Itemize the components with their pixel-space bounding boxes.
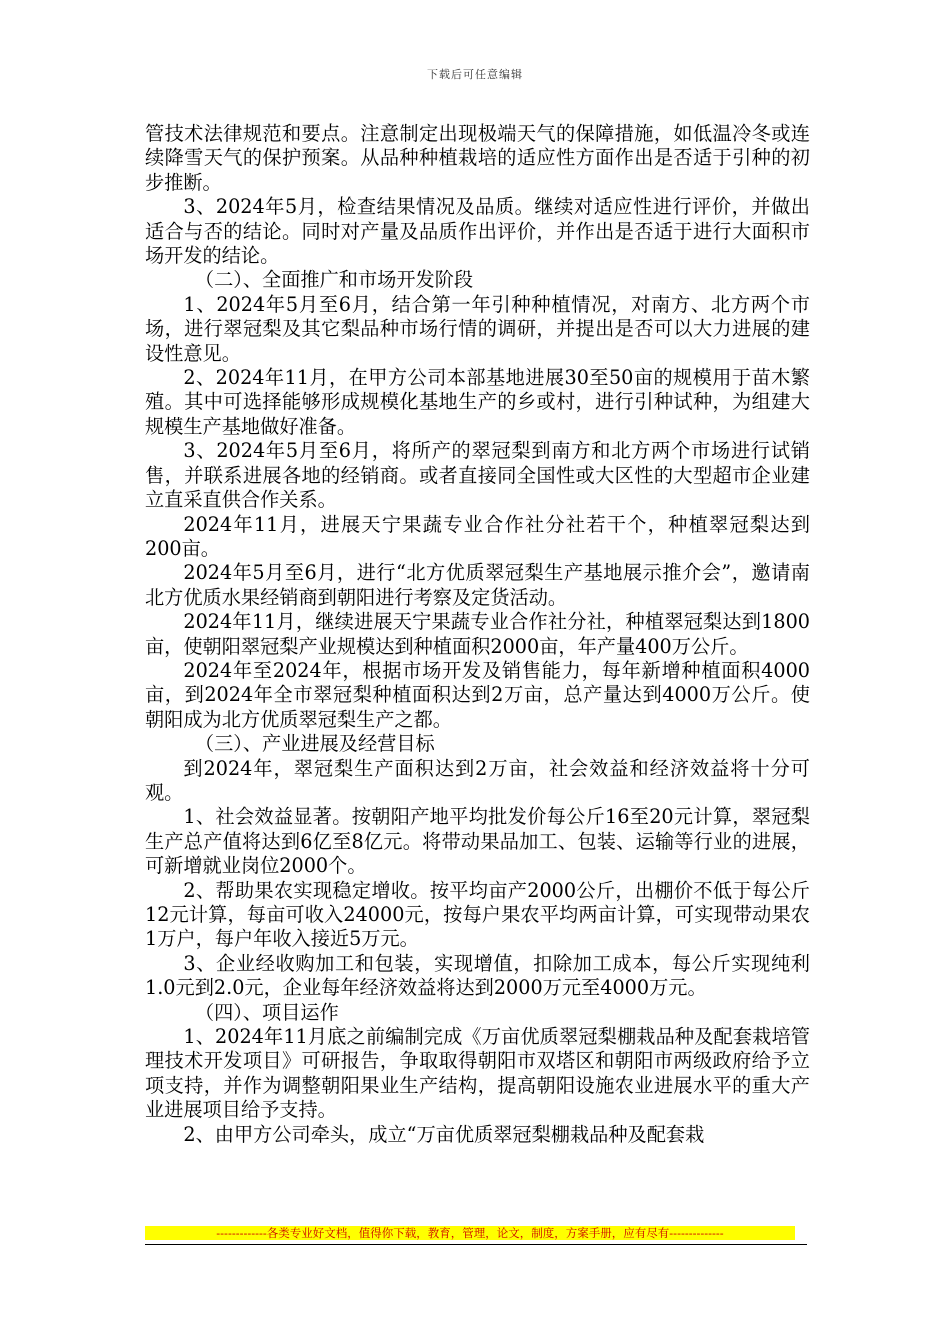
body-paragraph: 2、由甲方公司牵头，成立“万亩优质翠冠梨棚栽品种及配套栽 — [183, 1122, 705, 1146]
body-paragraph: 3、企业经收购加工和包装，实现增值，扣除加工成本，每公斤实现纯利1.0元到2.0元，企业每年经济效益将达到2000万元至4000万元。 — [145, 951, 810, 1000]
section-heading: （四）、项目运作 — [194, 1000, 339, 1024]
footer-divider — [145, 1244, 807, 1245]
body-paragraph: 2024年11月，继续进展天宁果蔬专业合作社分社，种植翠冠梨达到1800亩，使朝阳翠冠梨产业规模达到种植面积2000亩，年产量400万公斤。 — [145, 610, 810, 658]
body-paragraph: 2024年5月至6月，进行“北方优质翠冠梨生产基地展示推介会”，邀请南北方优质水果经销商到朝阳进行考察及定货活动。 — [145, 561, 810, 609]
section-heading: （三）、产业进展及经营目标 — [194, 732, 435, 756]
body-paragraph: 1、社会效益显著。按朝阳产地平均批发价每公斤16至20元计算，翠冠梨生产总产值将达到6亿至8亿元。将带动果品加工、包装、运输等行业的进展，可新增就业岗位2000个。 — [145, 805, 810, 878]
section-heading: （二）、全面推广和市场开发阶段 — [194, 268, 474, 292]
body-paragraph: 3、2024年5月至6月，将所产的翠冠梨到南方和北方两个市场进行试销售，并联系进展各地的经销商。或者直接同全国性或大区性的大型超市企业建立直采直供合作关系。 — [145, 439, 810, 512]
body-paragraph: 2024年至2024年，根据市场开发及销售能力，每年新增种植面积4000亩，到2024年全市翠冠梨种植面积达到2万亩，总产量达到4000万公斤。使朝阳成为北方优质翠冠梨生产之都。 — [145, 658, 810, 731]
footer-banner: -------------各类专业好文档，值得你下载，教育，管理，论文，制度，方案手册，应有尽有-------------- — [145, 1226, 795, 1240]
page-header-note: 下载后可任意编辑 — [427, 68, 523, 81]
body-paragraph: 管技术法律规范和要点。注意制定出现极端天气的保障措施，如低温冷冬或连续降雪天气的保护预案。从品种种植栽培的适应性方面作出是否适于引种的初步推断。 — [145, 122, 810, 194]
document-body — [145, 122, 810, 1147]
body-paragraph: 1、2024年11月底之前编制完成《万亩优质翠冠梨棚栽品种及配套栽培管理技术开发项目》可研报告，争取取得朝阳市双塔区和朝阳市两级政府给予立项支持，并作为调整朝阳果业生产结构，提高朝阳设施农业进展水平的重大产业进展项目给予支持。 — [145, 1025, 810, 1122]
body-paragraph: 1、2024年5月至6月，结合第一年引种种植情况，对南方、北方两个市场，进行翠冠梨及其它梨品种市场行情的调研，并提出是否可以大力进展的建设性意见。 — [145, 292, 810, 365]
body-paragraph: 3、2024年5月，检查结果情况及品质。继续对适应性进行评价，并做出适合与否的结论。同时对产量及品质作出评价，并作出是否适于进行大面积市场开发的结论。 — [145, 195, 810, 268]
body-paragraph: 到2024年，翠冠梨生产面积达到2万亩，社会效益和经济效益将十分可观。 — [145, 756, 810, 804]
body-paragraph: 2、2024年11月，在甲方公司本部基地进展30至50亩的规模用于苗木繁殖。其中可选择能够形成规模化基地生产的乡或村，进行引种试种，为组建大规模生产基地做好准备。 — [145, 366, 810, 438]
body-paragraph: 2024年11月，进展天宁果蔬专业合作社分社若干个，种植翠冠梨达到200亩。 — [145, 512, 810, 560]
body-paragraph: 2、帮助果农实现稳定增收。按平均亩产2000公斤，出棚价不低于每公斤12元计算，每亩可收入24000元，按每户果农平均两亩计算，可实现带动果农1万户，每户年收入接近5万元。 — [145, 878, 810, 951]
